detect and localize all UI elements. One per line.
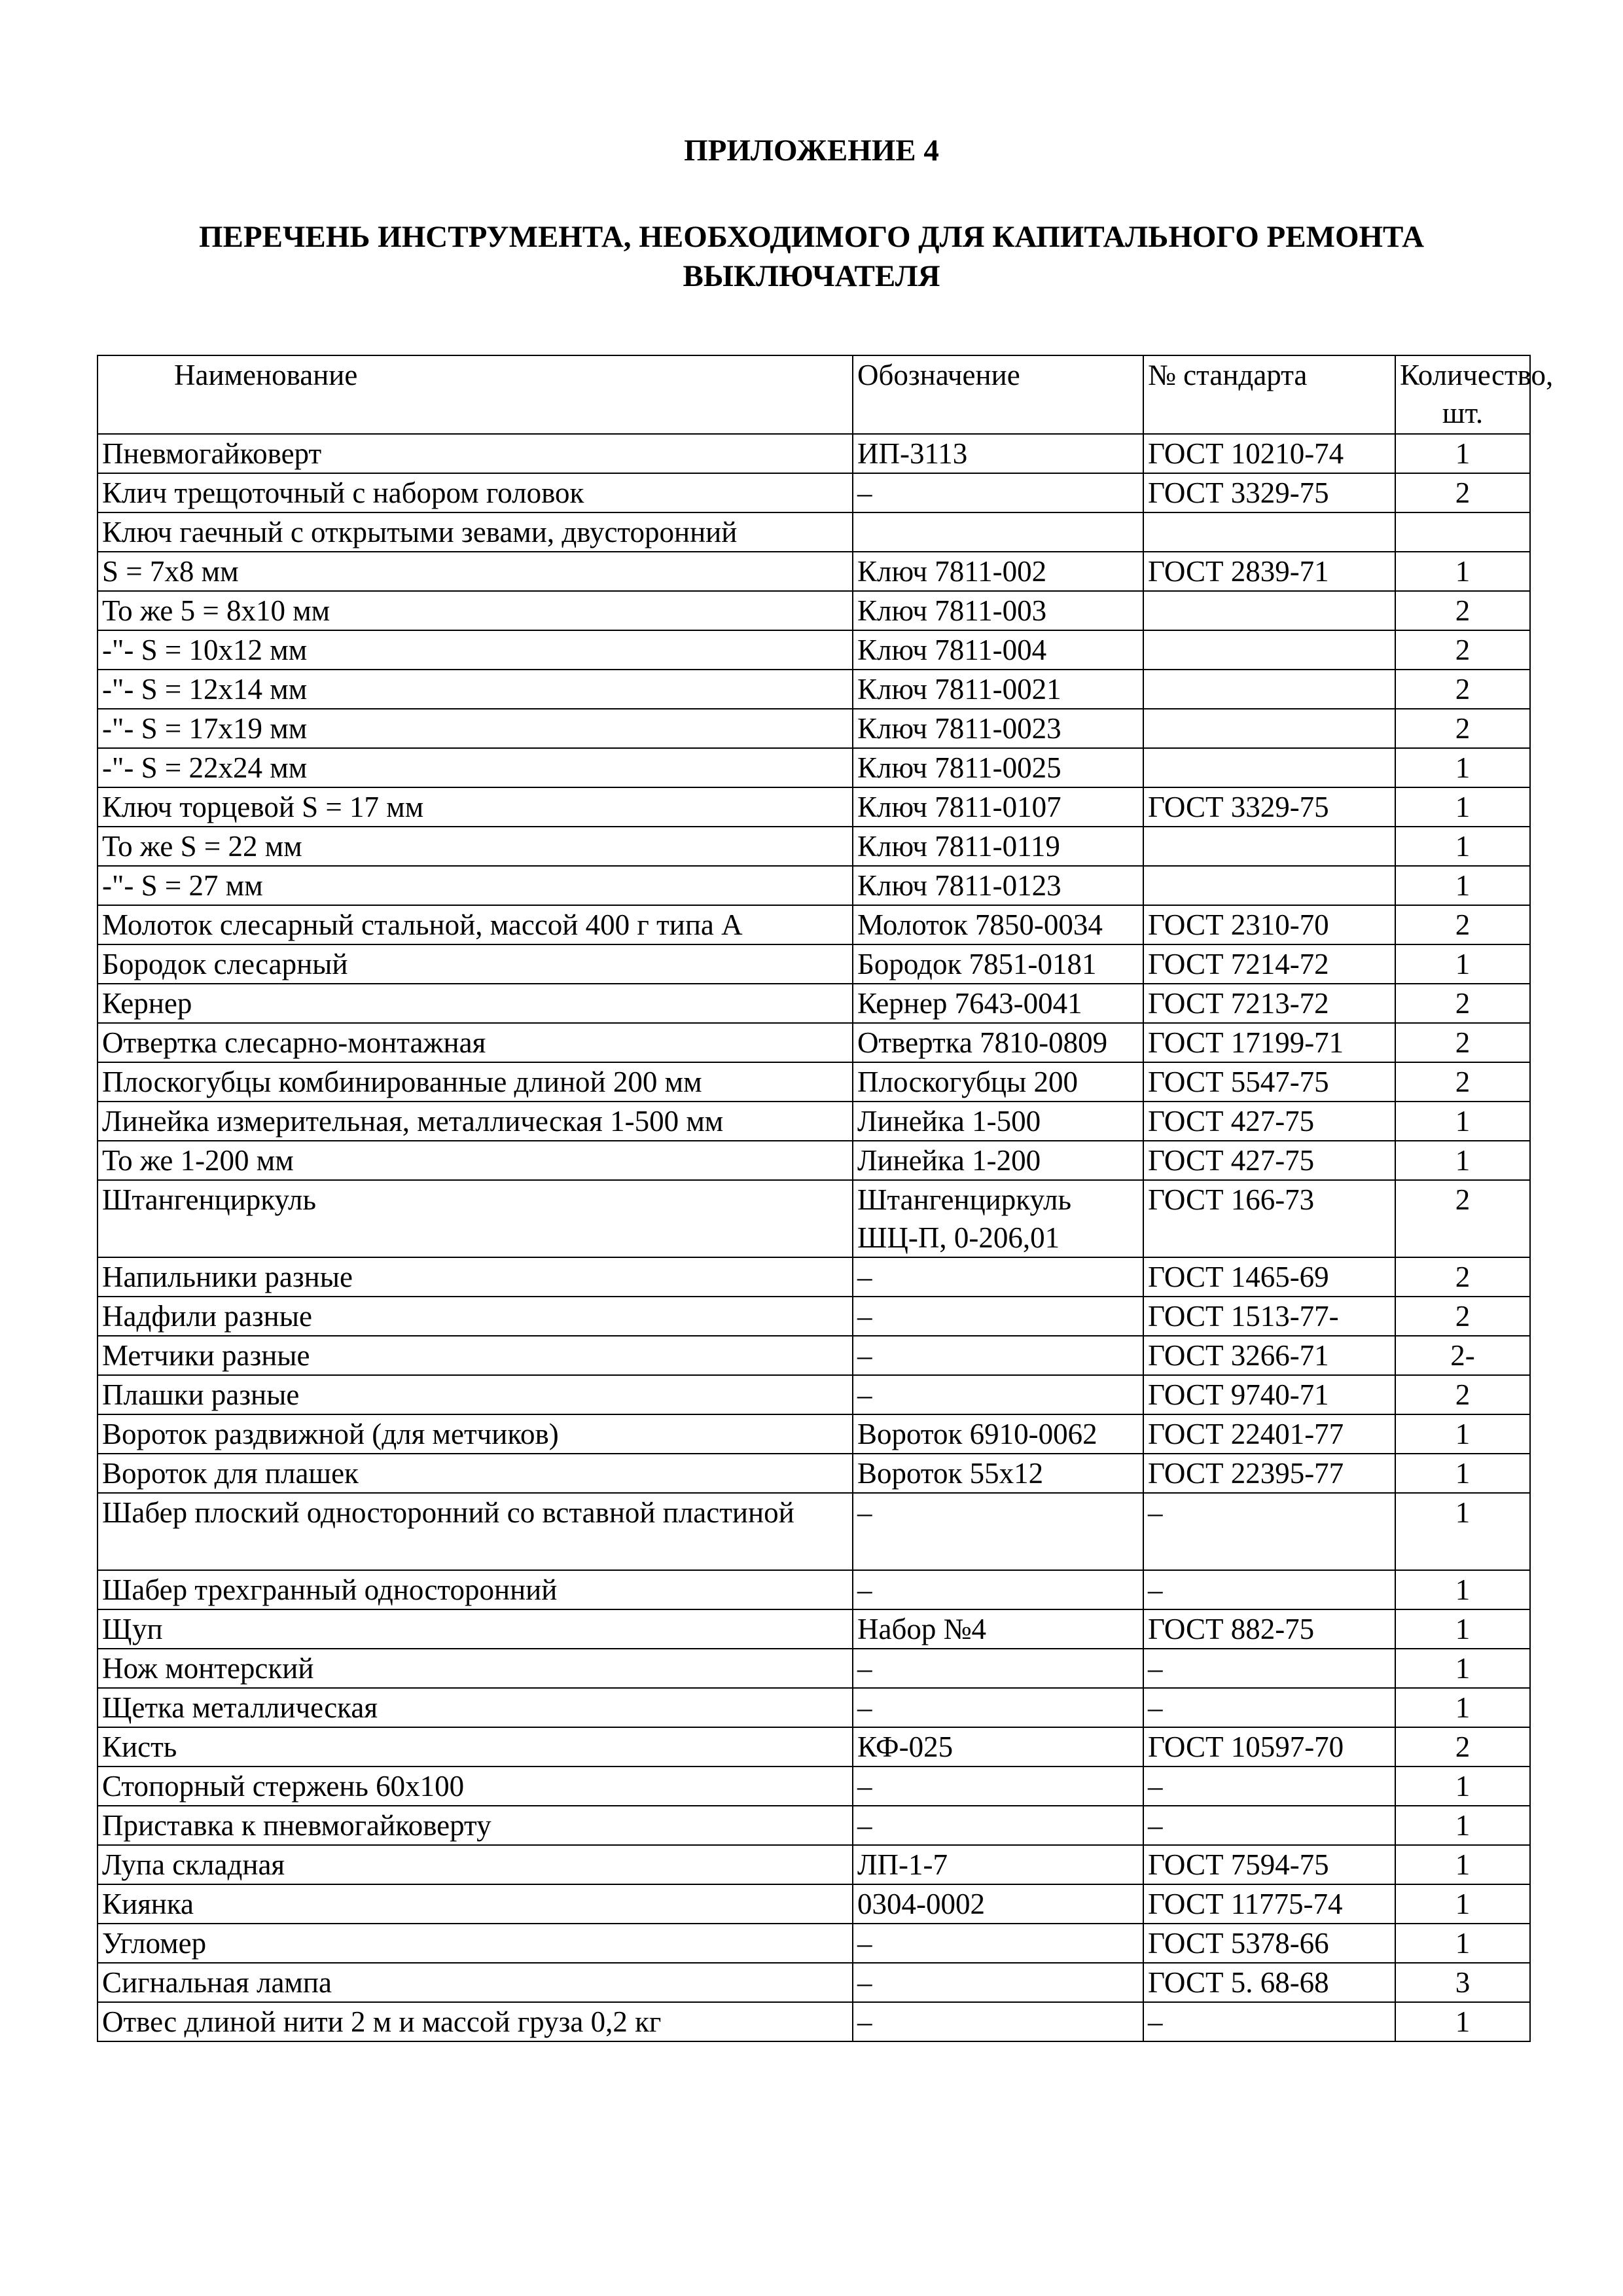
cell-name: Надфили разные bbox=[98, 1297, 853, 1336]
cell-standard: ГОСТ 5378-66 bbox=[1143, 1924, 1395, 1963]
cell-designation: – bbox=[853, 1649, 1143, 1688]
cell-name: То же 1-200 мм bbox=[98, 1141, 853, 1180]
table-row bbox=[98, 1609, 1530, 1649]
table-row bbox=[98, 944, 1530, 984]
cell-quantity: 1 bbox=[1395, 1493, 1530, 1570]
cell-quantity: 1 bbox=[1395, 1649, 1530, 1688]
cell-name: Ключ гаечный с открытыми зевами, двусторонний bbox=[98, 512, 853, 552]
appendix-title: ПРИЛОЖЕНИЕ 4 bbox=[684, 134, 939, 168]
cell-designation: Ключ 7811-0021 bbox=[853, 670, 1143, 709]
cell-quantity: 2 bbox=[1395, 984, 1530, 1023]
cell-designation: Штангенциркуль ШЦ-П, 0-206,01 bbox=[853, 1180, 1143, 1257]
cell-name: Киянка bbox=[98, 1884, 853, 1924]
cell-quantity: 2 bbox=[1395, 1257, 1530, 1297]
cell-name: Приставка к пневмогайковерту bbox=[98, 1806, 853, 1845]
cell-name: Сигнальная лампа bbox=[98, 1963, 853, 2002]
cell-designation: ИП-3113 bbox=[853, 434, 1143, 473]
cell-name: Вороток раздвижной (для метчиков) bbox=[98, 1414, 853, 1454]
table-row bbox=[98, 1649, 1530, 1688]
table-row bbox=[98, 827, 1530, 866]
cell-standard: ГОСТ 22395-77 bbox=[1143, 1454, 1395, 1493]
cell-designation: – bbox=[853, 1336, 1143, 1375]
table-row bbox=[98, 1141, 1530, 1180]
cell-name: Ключ торцевой S = 17 мм bbox=[98, 787, 853, 827]
cell-name: -"- S = 12x14 мм bbox=[98, 670, 853, 709]
header-quantity: Количество, шт. bbox=[1395, 355, 1530, 434]
table-row bbox=[98, 1570, 1530, 1609]
cell-standard bbox=[1143, 709, 1395, 748]
cell-name: -"- S = 22x24 мм bbox=[98, 748, 853, 787]
cell-name: Бородок слесарный bbox=[98, 944, 853, 984]
cell-designation: – bbox=[853, 1688, 1143, 1727]
table-row bbox=[98, 1845, 1530, 1884]
cell-standard: ГОСТ 17199-71 bbox=[1143, 1023, 1395, 1062]
table-row bbox=[98, 1257, 1530, 1297]
table-row bbox=[98, 1963, 1530, 2002]
cell-quantity: 1 bbox=[1395, 1609, 1530, 1649]
table-row bbox=[98, 748, 1530, 787]
cell-standard bbox=[1143, 748, 1395, 787]
document-title: ПЕРЕЧЕНЬ ИНСТРУМЕНТА, НЕОБХОДИМОГО ДЛЯ КАПИТАЛЬНОГО РЕМОНТА ВЫКЛЮЧАТЕЛЯ bbox=[198, 220, 1425, 293]
cell-designation: Кернер 7643-0041 bbox=[853, 984, 1143, 1023]
table-header-row bbox=[98, 355, 1530, 434]
cell-standard bbox=[1143, 866, 1395, 905]
cell-name: Лупа складная bbox=[98, 1845, 853, 1884]
cell-standard: ГОСТ 3329-75 bbox=[1143, 473, 1395, 512]
cell-designation: – bbox=[853, 1297, 1143, 1336]
cell-quantity: 2 bbox=[1395, 630, 1530, 670]
cell-name: Угломер bbox=[98, 1924, 853, 1963]
cell-designation: 0304-0002 bbox=[853, 1884, 1143, 1924]
table-row bbox=[98, 984, 1530, 1023]
cell-quantity: 1 bbox=[1395, 1845, 1530, 1884]
table-row bbox=[98, 1767, 1530, 1806]
cell-standard: – bbox=[1143, 2002, 1395, 2041]
table-row bbox=[98, 1727, 1530, 1767]
table-row bbox=[98, 1023, 1530, 1062]
header-standard: № стандарта bbox=[1143, 355, 1395, 434]
cell-quantity: 1 bbox=[1395, 2002, 1530, 2041]
cell-quantity: 2 bbox=[1395, 670, 1530, 709]
cell-designation: Молоток 7850-0034 bbox=[853, 905, 1143, 944]
cell-standard: – bbox=[1143, 1688, 1395, 1727]
cell-name: Плашки разные bbox=[98, 1375, 853, 1414]
cell-name: Стопорный стержень 60x100 bbox=[98, 1767, 853, 1806]
table-body bbox=[98, 434, 1530, 2041]
cell-name: -"- S = 17x19 мм bbox=[98, 709, 853, 748]
cell-quantity bbox=[1395, 512, 1530, 552]
cell-designation: Ключ 7811-004 bbox=[853, 630, 1143, 670]
header-name: Наименование bbox=[98, 355, 853, 434]
table-row bbox=[98, 1180, 1530, 1257]
cell-designation: Ключ 7811-002 bbox=[853, 552, 1143, 591]
cell-standard: ГОСТ 10210-74 bbox=[1143, 434, 1395, 473]
cell-name: Плоскогубцы комбинированные длиной 200 мм bbox=[98, 1062, 853, 1102]
cell-name: Отвертка слесарно-монтажная bbox=[98, 1023, 853, 1062]
cell-standard: ГОСТ 5547-75 bbox=[1143, 1062, 1395, 1102]
cell-designation: – bbox=[853, 473, 1143, 512]
cell-name: Щетка металлическая bbox=[98, 1688, 853, 1727]
cell-standard: ГОСТ 2310-70 bbox=[1143, 905, 1395, 944]
cell-designation: Бородок 7851-0181 bbox=[853, 944, 1143, 984]
cell-name: -"- S = 27 мм bbox=[98, 866, 853, 905]
cell-name: Шабер плоский односторонний со вставной пластиной bbox=[98, 1493, 853, 1570]
table-row bbox=[98, 1375, 1530, 1414]
tools-table bbox=[97, 355, 1554, 2042]
cell-designation: – bbox=[853, 1570, 1143, 1609]
cell-quantity: 1 bbox=[1395, 1570, 1530, 1609]
cell-quantity: 1 bbox=[1395, 1767, 1530, 1806]
cell-quantity: 2 bbox=[1395, 1180, 1530, 1257]
table-row bbox=[98, 1336, 1530, 1375]
table-row bbox=[98, 591, 1530, 630]
cell-quantity: 1 bbox=[1395, 1454, 1530, 1493]
cell-standard: ГОСТ 5. 68-68 bbox=[1143, 1963, 1395, 2002]
cell-name: То же S = 22 мм bbox=[98, 827, 853, 866]
cell-quantity: 1 bbox=[1395, 866, 1530, 905]
cell-designation: – bbox=[853, 1806, 1143, 1845]
table-row bbox=[98, 1493, 1530, 1570]
table-row bbox=[98, 434, 1530, 473]
cell-designation: – bbox=[853, 1493, 1143, 1570]
table-row bbox=[98, 473, 1530, 512]
cell-quantity: 2- bbox=[1395, 1336, 1530, 1375]
table-row bbox=[98, 866, 1530, 905]
cell-standard: ГОСТ 10597-70 bbox=[1143, 1727, 1395, 1767]
table-row bbox=[98, 1102, 1530, 1141]
cell-name: Нож монтерский bbox=[98, 1649, 853, 1688]
cell-name: Молоток слесарный стальной, массой 400 г типа А bbox=[98, 905, 853, 944]
cell-name: Кисть bbox=[98, 1727, 853, 1767]
cell-name: Вороток для плашек bbox=[98, 1454, 853, 1493]
cell-quantity: 1 bbox=[1395, 827, 1530, 866]
table-row bbox=[98, 552, 1530, 591]
cell-name: Метчики разные bbox=[98, 1336, 853, 1375]
cell-quantity: 1 bbox=[1395, 748, 1530, 787]
cell-standard: ГОСТ 3266-71 bbox=[1143, 1336, 1395, 1375]
cell-standard: ГОСТ 11775-74 bbox=[1143, 1884, 1395, 1924]
cell-designation: Вороток 55x12 bbox=[853, 1454, 1143, 1493]
cell-quantity: 2 bbox=[1395, 1297, 1530, 1336]
cell-standard: ГОСТ 1465-69 bbox=[1143, 1257, 1395, 1297]
cell-quantity: 1 bbox=[1395, 434, 1530, 473]
cell-quantity: 2 bbox=[1395, 1023, 1530, 1062]
table-row bbox=[98, 787, 1530, 827]
cell-standard: – bbox=[1143, 1806, 1395, 1845]
table-row bbox=[98, 1454, 1530, 1493]
table-row bbox=[98, 1924, 1530, 1963]
cell-designation bbox=[853, 512, 1143, 552]
cell-quantity: 3 bbox=[1395, 1963, 1530, 2002]
table-row bbox=[98, 2002, 1530, 2041]
cell-name: Клич трещоточный с набором головок bbox=[98, 473, 853, 512]
cell-designation: Вороток 6910-0062 bbox=[853, 1414, 1143, 1454]
cell-quantity: 1 bbox=[1395, 1141, 1530, 1180]
table-row bbox=[98, 1884, 1530, 1924]
cell-quantity: 1 bbox=[1395, 787, 1530, 827]
cell-name: Шабер трехгранный односторонний bbox=[98, 1570, 853, 1609]
cell-designation: Ключ 7811-0023 bbox=[853, 709, 1143, 748]
cell-quantity: 2 bbox=[1395, 473, 1530, 512]
cell-standard: ГОСТ 7214-72 bbox=[1143, 944, 1395, 984]
cell-standard: – bbox=[1143, 1767, 1395, 1806]
cell-quantity: 2 bbox=[1395, 591, 1530, 630]
cell-quantity: 1 bbox=[1395, 1924, 1530, 1963]
cell-designation: Линейка 1-200 bbox=[853, 1141, 1143, 1180]
cell-standard: ГОСТ 7594-75 bbox=[1143, 1845, 1395, 1884]
cell-designation: Плоскогубцы 200 bbox=[853, 1062, 1143, 1102]
cell-standard: ГОСТ 7213-72 bbox=[1143, 984, 1395, 1023]
cell-quantity: 1 bbox=[1395, 1806, 1530, 1845]
table-row bbox=[98, 1062, 1530, 1102]
cell-name: Штангенциркуль bbox=[98, 1180, 853, 1257]
table-row bbox=[98, 630, 1530, 670]
table-row bbox=[98, 1414, 1530, 1454]
header-designation: Обозначение bbox=[853, 355, 1143, 434]
cell-standard bbox=[1143, 591, 1395, 630]
cell-designation: Ключ 7811-0119 bbox=[853, 827, 1143, 866]
cell-name: То же 5 = 8x10 мм bbox=[98, 591, 853, 630]
table-row bbox=[98, 709, 1530, 748]
cell-name: Линейка измерительная, металлическая 1-500 мм bbox=[98, 1102, 853, 1141]
table-row bbox=[98, 905, 1530, 944]
cell-quantity: 1 bbox=[1395, 1884, 1530, 1924]
cell-quantity: 2 bbox=[1395, 905, 1530, 944]
cell-standard: – bbox=[1143, 1570, 1395, 1609]
cell-standard: ГОСТ 22401-77 bbox=[1143, 1414, 1395, 1454]
cell-standard: – bbox=[1143, 1493, 1395, 1570]
cell-designation: – bbox=[853, 1924, 1143, 1963]
table-row bbox=[98, 1806, 1530, 1845]
cell-standard: – bbox=[1143, 1649, 1395, 1688]
cell-quantity: 2 bbox=[1395, 709, 1530, 748]
cell-name: S = 7x8 мм bbox=[98, 552, 853, 591]
cell-designation: – bbox=[853, 1963, 1143, 2002]
cell-name: Отвес длиной нити 2 м и массой груза 0,2 кг bbox=[98, 2002, 853, 2041]
cell-designation: Ключ 7811-0123 bbox=[853, 866, 1143, 905]
cell-quantity: 1 bbox=[1395, 944, 1530, 984]
cell-standard: ГОСТ 1513-77- bbox=[1143, 1297, 1395, 1336]
cell-name: Кернер bbox=[98, 984, 853, 1023]
cell-designation: КФ-025 bbox=[853, 1727, 1143, 1767]
table-row bbox=[98, 512, 1530, 552]
cell-standard: ГОСТ 427-75 bbox=[1143, 1141, 1395, 1180]
cell-name: Щуп bbox=[98, 1609, 853, 1649]
cell-quantity: 1 bbox=[1395, 552, 1530, 591]
cell-designation: – bbox=[853, 1375, 1143, 1414]
cell-standard bbox=[1143, 630, 1395, 670]
cell-quantity: 2 bbox=[1395, 1062, 1530, 1102]
cell-quantity: 2 bbox=[1395, 1375, 1530, 1414]
cell-standard: ГОСТ 427-75 bbox=[1143, 1102, 1395, 1141]
cell-designation: Ключ 7811-0025 bbox=[853, 748, 1143, 787]
cell-quantity: 1 bbox=[1395, 1102, 1530, 1141]
table-row bbox=[98, 1297, 1530, 1336]
cell-designation: Набор №4 bbox=[853, 1609, 1143, 1649]
table-row bbox=[98, 1688, 1530, 1727]
cell-quantity: 1 bbox=[1395, 1414, 1530, 1454]
cell-standard: ГОСТ 3329-75 bbox=[1143, 787, 1395, 827]
cell-standard: ГОСТ 2839-71 bbox=[1143, 552, 1395, 591]
cell-standard: ГОСТ 882-75 bbox=[1143, 1609, 1395, 1649]
cell-standard: ГОСТ 166-73 bbox=[1143, 1180, 1395, 1257]
cell-designation: Ключ 7811-0107 bbox=[853, 787, 1143, 827]
cell-designation: ЛП-1-7 bbox=[853, 1845, 1143, 1884]
cell-name: Пневмогайковерт bbox=[98, 434, 853, 473]
cell-standard bbox=[1143, 670, 1395, 709]
cell-standard: ГОСТ 9740-71 bbox=[1143, 1375, 1395, 1414]
cell-name: -"- S = 10x12 мм bbox=[98, 630, 853, 670]
cell-standard bbox=[1143, 827, 1395, 866]
cell-designation: Отвертка 7810-0809 bbox=[853, 1023, 1143, 1062]
cell-designation: – bbox=[853, 1257, 1143, 1297]
cell-standard bbox=[1143, 512, 1395, 552]
cell-designation: Ключ 7811-003 bbox=[853, 591, 1143, 630]
cell-designation: – bbox=[853, 2002, 1143, 2041]
cell-quantity: 2 bbox=[1395, 1727, 1530, 1767]
table-row bbox=[98, 670, 1530, 709]
cell-designation: Линейка 1-500 bbox=[853, 1102, 1143, 1141]
cell-name: Напильники разные bbox=[98, 1257, 853, 1297]
cell-designation: – bbox=[853, 1767, 1143, 1806]
cell-quantity: 1 bbox=[1395, 1688, 1530, 1727]
